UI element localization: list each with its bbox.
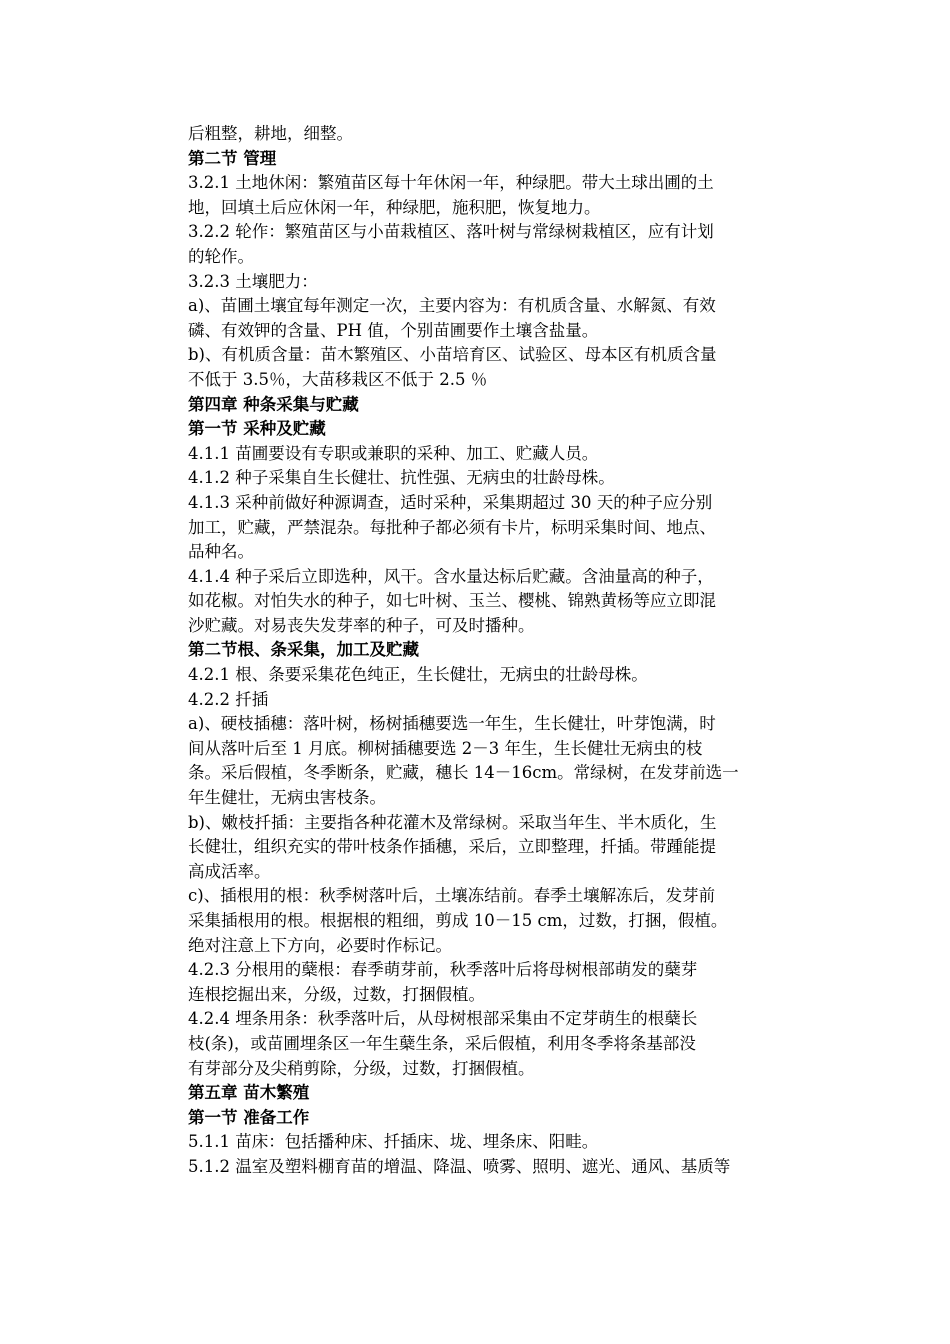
text-line: 地，回填土后应休闲一年，种绿肥，施积肥，恢复地力。	[188, 197, 601, 217]
text-line: 品种名。	[188, 542, 254, 562]
text-line: b)、有机质含量：苗木繁殖区、小苗培育区、试验区、母本区有机质含量	[188, 345, 717, 365]
paragraph	[188, 663, 764, 688]
section-heading: 第一节 准备工作	[188, 1107, 310, 1127]
text-line: 4.1.1 苗圃要设有专职或兼职的采种、加工、贮藏人员。	[188, 443, 599, 463]
section-heading: 第四章 种条采集与贮藏	[188, 394, 359, 414]
text-line: 磷、有效钾的含量、PH 值，个别苗圃要作土壤含盐量。	[188, 320, 599, 340]
text-line: 4.2.4 埋条用条：秋季落叶后，从母树根部采集由不定芽萌生的根蘖长	[188, 1009, 698, 1029]
text-line: a)、硬枝插穗：落叶树，杨树插穗要选一年生，生长健壮，叶芽饱满，时	[188, 714, 716, 734]
text-line: 长健壮，组织充实的带叶枝条作插穗，采后，立即整理，扦插。带踵能提	[188, 837, 716, 857]
text-line: 4.2.3 分根用的蘖根：春季萌芽前，秋季落叶后将母树根部萌发的蘖芽	[188, 960, 698, 980]
text-line: 连根挖掘出来，分级，过数，打捆假植。	[188, 984, 485, 1004]
paragraph	[188, 958, 764, 1007]
text-line: a)、苗圃土壤宜每年测定一次，主要内容为：有机质含量、水解氮、有效	[188, 296, 716, 316]
section-heading: 第一节 采种及贮藏	[188, 419, 326, 439]
text-line: c)、插根用的根：秋季树落叶后，土壤冻结前。春季土壤解冻后，发芽前	[188, 886, 716, 906]
text-line: 有芽部分及尖稍剪除，分级，过数，打捆假植。	[188, 1058, 535, 1078]
text-line: 3.2.3 土壤肥力：	[188, 271, 318, 291]
section-heading: 第五章 苗木繁殖	[188, 1083, 310, 1103]
paragraph	[188, 1155, 764, 1180]
paragraph	[188, 466, 764, 491]
document-page	[188, 122, 764, 1180]
text-line: 4.1.2 种子采集自生长健壮、抗性强、无病虫的壮龄母株。	[188, 468, 615, 488]
text-line: 不低于 3.5％，大苗移栽区不低于 2.5 ％	[188, 369, 488, 389]
section-heading: 第二节 管理	[188, 148, 277, 168]
text-line: 3.2.2 轮作：繁殖苗区与小苗栽植区、落叶树与常绿树栽植区，应有计划	[188, 222, 714, 242]
text-line: 如花椒。对怕失水的种子，如七叶树、玉兰、樱桃、锦熟黄杨等应立即混	[188, 591, 716, 611]
text-line: 后粗整，耕地，细整。	[188, 124, 353, 143]
paragraph	[188, 442, 764, 467]
text-line: 5.1.1 苗床：包括播种床、扦插床、垅、埋条床、阳畦。	[188, 1132, 599, 1152]
paragraph	[188, 171, 764, 220]
text-line: 4.2.1 根、条要采集花色纯正，生长健壮，无病虫的壮龄母株。	[188, 665, 648, 685]
text-line: 5.1.2 温室及塑料棚育苗的增温、降温、喷雾、照明、遮光、通风、基质等	[188, 1156, 731, 1176]
paragraph	[188, 343, 764, 392]
text-line: 沙贮藏。对易丧失发芽率的种子，可及时播种。	[188, 615, 535, 635]
text-line: 绝对注意上下方向，必要时作标记。	[188, 935, 452, 955]
text-line: 4.1.4 种子采后立即选种，风干。含水量达标后贮藏。含油量高的种子，	[188, 566, 714, 586]
text-line: 4.1.3 采种前做好种源调查，适时采种，采集期超过 30 天的种子应分别	[188, 492, 713, 512]
paragraph	[188, 220, 764, 269]
paragraph	[188, 294, 764, 343]
paragraph	[188, 712, 764, 810]
text-line: 条。采后假植，冬季断条，贮藏，穗长 14－16cm。常绿树，在发芽前选一	[188, 763, 739, 783]
paragraph	[188, 491, 764, 565]
section-heading: 第二节根、条采集，加工及贮藏	[188, 640, 419, 660]
paragraph	[188, 884, 764, 958]
text-line: 间从落叶后至 1 月底。柳树插穗要选 2－3 年生，生长健壮无病虫的枝	[188, 738, 703, 758]
text-line: 加工，贮藏，严禁混杂。每批种子都必须有卡片，标明采集时间、地点、	[188, 517, 716, 537]
paragraph	[188, 565, 764, 639]
text-line: 的轮作。	[188, 246, 254, 266]
paragraph	[188, 122, 764, 147]
text-line: b)、嫩枝扦插：主要指各种花灌木及常绿树。采取当年生、半木质化，生	[188, 812, 717, 832]
paragraph	[188, 1130, 764, 1155]
text-line: 年生健壮，无病虫害枝条。	[188, 788, 386, 808]
paragraph	[188, 811, 764, 885]
paragraph	[188, 1007, 764, 1081]
text-line: 4.2.2 扦插	[188, 689, 269, 709]
text-line: 采集插根用的根。根据根的粗细，剪成 10－15 cm，过数，打捆，假植。	[188, 911, 728, 930]
paragraph	[188, 688, 764, 713]
text-line: 枝(条)，或苗圃埋条区一年生蘖生条，采后假植，利用冬季将条基部没	[188, 1033, 696, 1053]
text-line: 3.2.1 土地休闲：繁殖苗区每十年休闲一年，种绿肥。带大土球出圃的土	[188, 173, 714, 193]
paragraph	[188, 270, 764, 295]
text-line: 高成活率。	[188, 861, 271, 881]
